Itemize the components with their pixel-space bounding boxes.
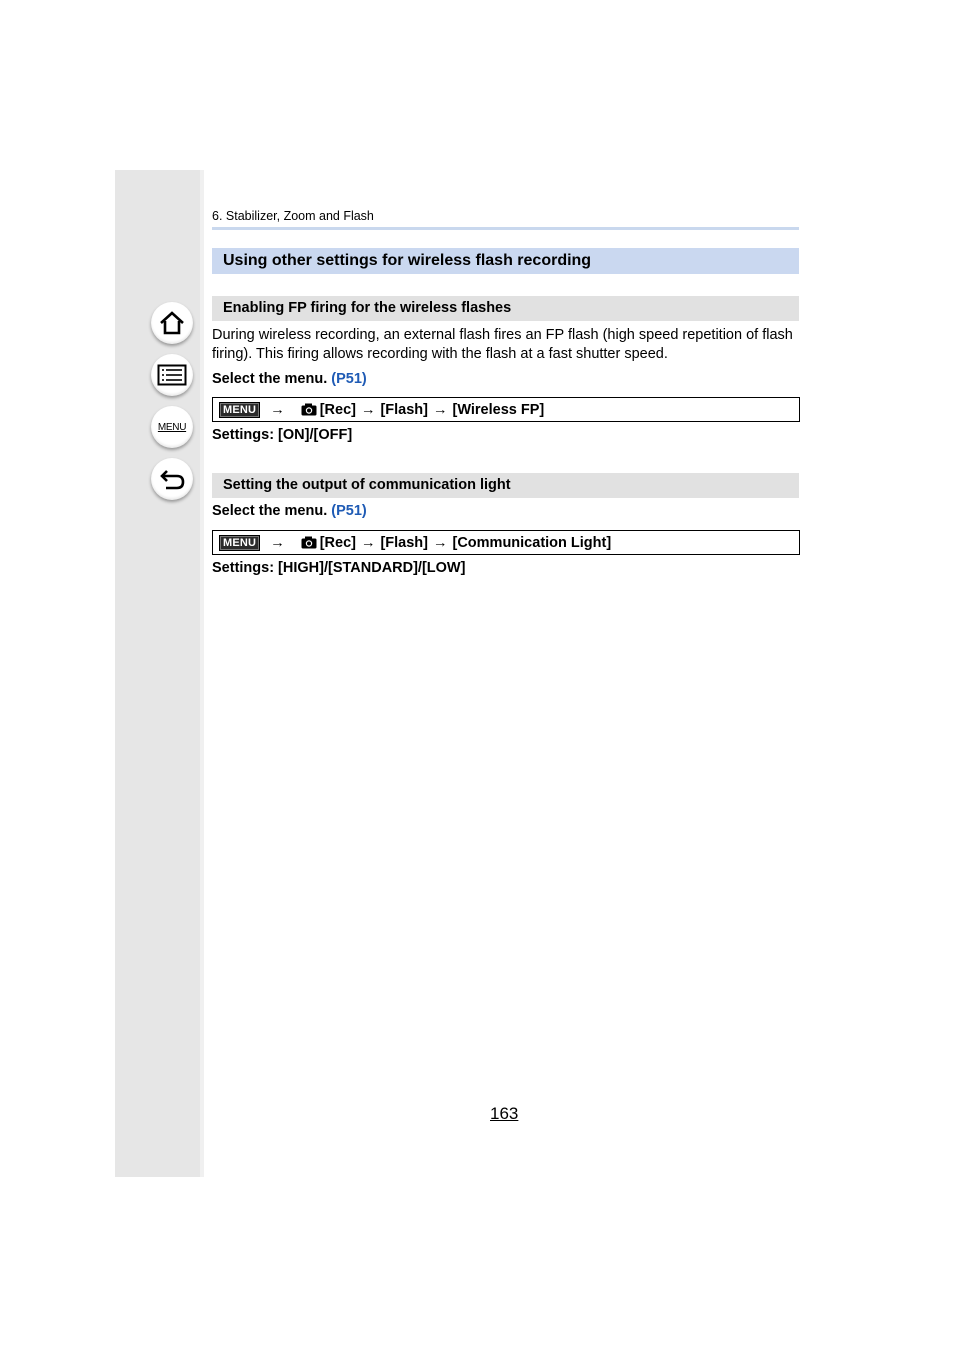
contents-button[interactable] [151, 354, 193, 396]
fp-settings: Settings: [ON]/[OFF] [212, 427, 353, 443]
arrow: → [433, 534, 448, 551]
camera-icon [301, 403, 317, 416]
fp-firing-description: During wireless recording, an external flash fires an FP flash (high speed repetition of flash firing). This firing allows recording with the flash at a fast shutter speed. [212, 327, 793, 362]
list-icon [157, 364, 187, 386]
fp-select-menu-line [212, 371, 367, 387]
menu-button-label: MENU [157, 421, 187, 433]
back-button[interactable] [151, 458, 193, 500]
breadcrumb: 6. Stabilizer, Zoom and Flash [212, 209, 374, 223]
home-icon [158, 310, 186, 336]
comm-settings: Settings: [HIGH]/[STANDARD]/[LOW] [212, 560, 466, 576]
back-arrow-icon [158, 467, 186, 491]
path-rec: [Rec] [319, 401, 356, 418]
arrow: → [270, 401, 285, 418]
path-flash: [Flash] [380, 401, 428, 418]
path-flash: [Flash] [380, 534, 428, 551]
arrow: → [433, 401, 448, 418]
menu-badge: MENU [219, 402, 260, 418]
fp-menu-path [212, 397, 800, 422]
select-menu-text: Select the menu. [212, 503, 328, 519]
path-wireless-fp: [Wireless FP] [452, 401, 545, 418]
comm-menu-path [212, 530, 800, 555]
section-title: Using other settings for wireless flash recording [212, 248, 799, 274]
comm-select-menu-line [212, 503, 367, 519]
menu-badge: MENU [219, 535, 260, 551]
fp-firing-heading: Enabling FP firing for the wireless flashes [212, 296, 799, 321]
breadcrumb-rule [212, 227, 799, 230]
page-number: 163 [490, 1104, 519, 1123]
arrow: → [360, 534, 376, 551]
comm-light-heading: Setting the output of communication light [212, 473, 799, 498]
path-communication-light: [Communication Light] [452, 534, 612, 551]
page-link-p51[interactable]: (P51) [331, 503, 367, 519]
select-menu-text: Select the menu. [212, 371, 328, 387]
menu-button[interactable] [151, 406, 193, 448]
path-rec: [Rec] [319, 534, 356, 551]
sidebar-edge [200, 170, 204, 1177]
home-button[interactable] [151, 302, 193, 344]
arrow: → [270, 534, 285, 551]
page-link-p51[interactable]: (P51) [331, 371, 367, 387]
arrow: → [360, 401, 376, 418]
camera-icon [301, 536, 317, 549]
